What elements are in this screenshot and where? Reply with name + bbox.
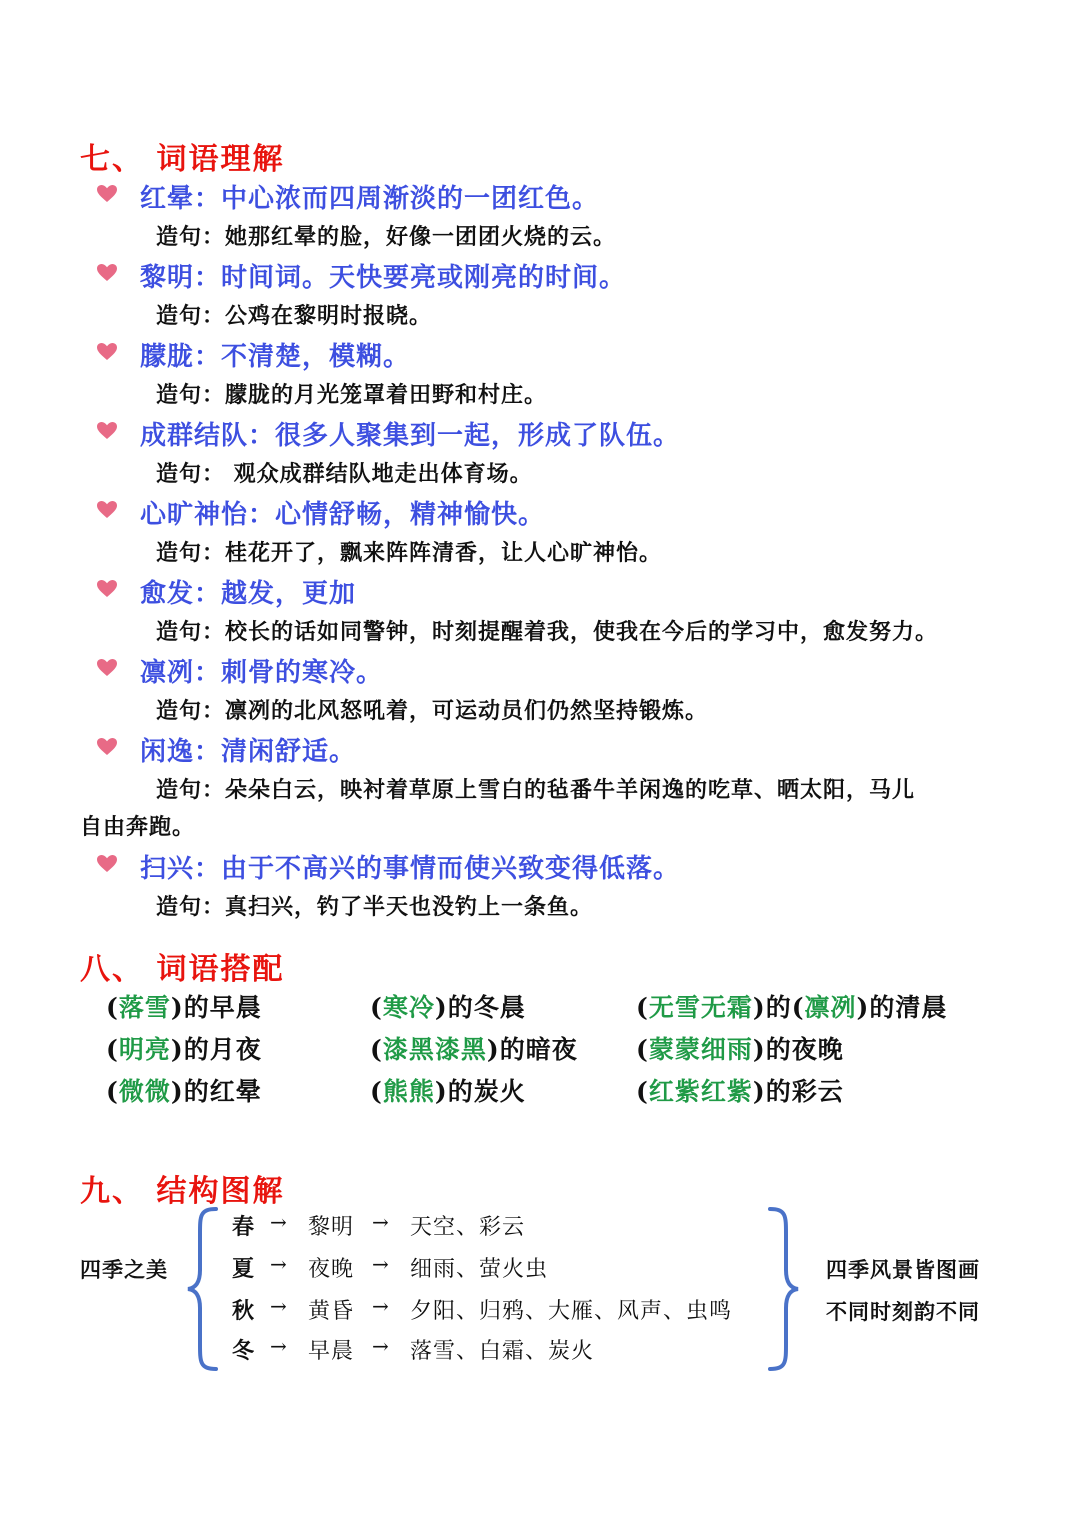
example-sentence-continued: 自由奔跑。	[80, 814, 196, 840]
fixed-text: (	[370, 1077, 383, 1106]
vocab-entry	[96, 336, 996, 370]
arrow-icon: →	[372, 1334, 389, 1358]
definition: 时间词。天快要亮或刚亮的时间。	[221, 263, 627, 293]
fill-word: 漆黑漆黑	[382, 1035, 487, 1064]
fixed-text: (	[370, 993, 383, 1022]
term-line	[140, 731, 356, 768]
term-line	[140, 573, 356, 610]
term: 愈发：	[140, 579, 222, 609]
term: 凛冽：	[140, 658, 222, 688]
definition: 刺骨的寒冷。	[221, 658, 384, 688]
fill-word: 蒙蒙细雨	[648, 1035, 753, 1064]
term: 红晕：	[140, 184, 222, 214]
term: 闲逸：	[140, 737, 222, 767]
heart-icon	[96, 658, 118, 678]
example-sentence: 造句：朦胧的月光笼罩着田野和村庄。	[156, 382, 548, 408]
vocab-entry	[96, 731, 996, 765]
time-of-day: 黄昏	[308, 1299, 355, 1324]
term: 成群结队：	[140, 421, 276, 451]
heart-icon	[96, 579, 118, 599]
example-sentence: 造句：桂花开了，飘来阵阵清香，让人心旷神怡。	[156, 540, 663, 566]
vocab-entry	[96, 178, 996, 212]
term-line	[140, 848, 680, 885]
diagram-right-label-2: 不同时刻韵不同	[826, 1299, 980, 1324]
fixed-text: )的夜晚	[752, 1035, 844, 1064]
example-sentence: 造句：朵朵白云，映衬着草原上雪白的毡番牛羊闲逸的吃草、晒太阳，马儿	[156, 777, 916, 803]
fixed-text: (	[106, 993, 119, 1022]
arrow-icon: →	[372, 1294, 389, 1318]
fixed-text: (	[636, 1035, 649, 1064]
scenery: 夕阳、归鸦、大雁、风声、虫鸣	[410, 1299, 733, 1324]
term: 心旷神怡：	[140, 500, 276, 530]
scenery: 天空、彩云	[410, 1215, 526, 1240]
term-line	[140, 415, 680, 452]
season: 冬	[232, 1338, 255, 1364]
fill-word: 明亮	[118, 1035, 171, 1064]
heart-icon	[96, 263, 118, 283]
time-of-day: 夜晚	[308, 1257, 355, 1282]
fixed-text: )的早晨	[170, 993, 262, 1022]
collocation-item	[106, 1072, 262, 1108]
example-sentence: 造句：校长的话如同警钟，时刻提醒着我，使我在今后的学习中，愈发努力。	[156, 619, 939, 645]
definition: 清闲舒适。	[221, 737, 357, 767]
arrow-icon: →	[270, 1294, 287, 1318]
diagram-right-label-1: 四季风景皆图画	[826, 1257, 980, 1282]
fill-word: 熊熊	[382, 1077, 435, 1106]
fill-word: 落雪	[118, 993, 171, 1022]
example-sentence: 造句：公鸡在黎明时报晓。	[156, 303, 433, 329]
section9-title: 九、 结构图解	[80, 1174, 285, 1209]
definition: 很多人聚集到一起，形成了队伍。	[275, 421, 681, 451]
fixed-text: )的暗夜	[486, 1035, 578, 1064]
heart-icon	[96, 342, 118, 362]
collocation-item	[106, 1030, 262, 1066]
season: 秋	[232, 1298, 255, 1324]
fixed-text: )的清晨	[856, 993, 948, 1022]
fill-word: 无雪无霜	[648, 993, 753, 1022]
fixed-text: (	[106, 1035, 119, 1064]
left-brace	[184, 1206, 220, 1372]
example-sentence: 造句： 观众成群结队地走出体育场。	[156, 461, 533, 487]
term: 扫兴：	[140, 854, 222, 884]
arrow-icon: →	[270, 1252, 287, 1276]
fixed-text: )的炭火	[434, 1077, 526, 1106]
fixed-text: (	[636, 1077, 649, 1106]
term: 朦胧：	[140, 342, 222, 372]
season: 夏	[232, 1256, 255, 1282]
heart-icon	[96, 737, 118, 757]
fixed-text: )的红晕	[170, 1077, 262, 1106]
term-line	[140, 336, 410, 373]
section7-title: 七、 词语理解	[80, 142, 285, 177]
fill-word: 寒冷	[382, 993, 435, 1022]
fixed-text: )的彩云	[752, 1077, 844, 1106]
heart-icon	[96, 184, 118, 204]
arrow-icon: →	[270, 1334, 287, 1358]
fixed-text: (	[370, 1035, 383, 1064]
term-line	[140, 178, 599, 215]
season: 春	[232, 1214, 255, 1240]
collocation-item	[370, 988, 526, 1024]
fixed-text: (	[636, 993, 649, 1022]
arrow-icon: →	[270, 1210, 287, 1234]
example-sentence: 造句：凛冽的北风怒吼着，可运动员们仍然坚持锻炼。	[156, 698, 709, 724]
example-sentence: 造句：真扫兴，钓了半天也没钓上一条鱼。	[156, 894, 594, 920]
collocation-item	[636, 988, 947, 1024]
term-line	[140, 257, 626, 294]
vocab-entry	[96, 415, 996, 449]
fill-word: 微微	[118, 1077, 171, 1106]
diagram-left-label: 四季之美	[80, 1257, 168, 1282]
heart-icon	[96, 500, 118, 520]
collocation-item	[636, 1030, 844, 1066]
fixed-text: )的冬晨	[434, 993, 526, 1022]
example-sentence: 造句：她那红晕的脸，好像一团团火烧的云。	[156, 224, 617, 250]
arrow-icon: →	[372, 1210, 389, 1234]
vocab-entry	[96, 573, 996, 607]
collocation-item	[370, 1030, 578, 1066]
fill-word: 凛冽	[804, 993, 857, 1022]
heart-icon	[96, 854, 118, 874]
vocab-entry	[96, 494, 996, 528]
vocab-entry	[96, 848, 996, 882]
definition: 中心浓而四周渐淡的一团红色。	[221, 184, 600, 214]
section8-title: 八、 词语搭配	[80, 952, 285, 987]
collocation-item	[636, 1072, 844, 1108]
vocab-entry	[96, 652, 996, 686]
time-of-day: 早晨	[308, 1339, 355, 1364]
fixed-text: (	[106, 1077, 119, 1106]
fill-word: 红紫红紫	[648, 1077, 753, 1106]
arrow-icon: →	[372, 1252, 389, 1276]
time-of-day: 黎明	[308, 1215, 355, 1240]
term-line	[140, 652, 383, 689]
definition: 由于不高兴的事情而使兴致变得低落。	[221, 854, 681, 884]
definition: 不清楚，模糊。	[221, 342, 411, 372]
fixed-text: )的月夜	[170, 1035, 262, 1064]
right-brace	[766, 1206, 802, 1372]
term: 黎明：	[140, 263, 222, 293]
term-line	[140, 494, 545, 531]
fixed-text: )的(	[752, 993, 805, 1022]
vocab-entry	[96, 257, 996, 291]
collocation-item	[106, 988, 262, 1024]
definition: 心情舒畅，精神愉快。	[275, 500, 546, 530]
heart-icon	[96, 421, 118, 441]
scenery: 落雪、白霜、炭火	[410, 1339, 595, 1364]
collocation-item	[370, 1072, 526, 1108]
definition: 越发，更加	[221, 579, 357, 609]
scenery: 细雨、萤火虫	[410, 1257, 549, 1282]
